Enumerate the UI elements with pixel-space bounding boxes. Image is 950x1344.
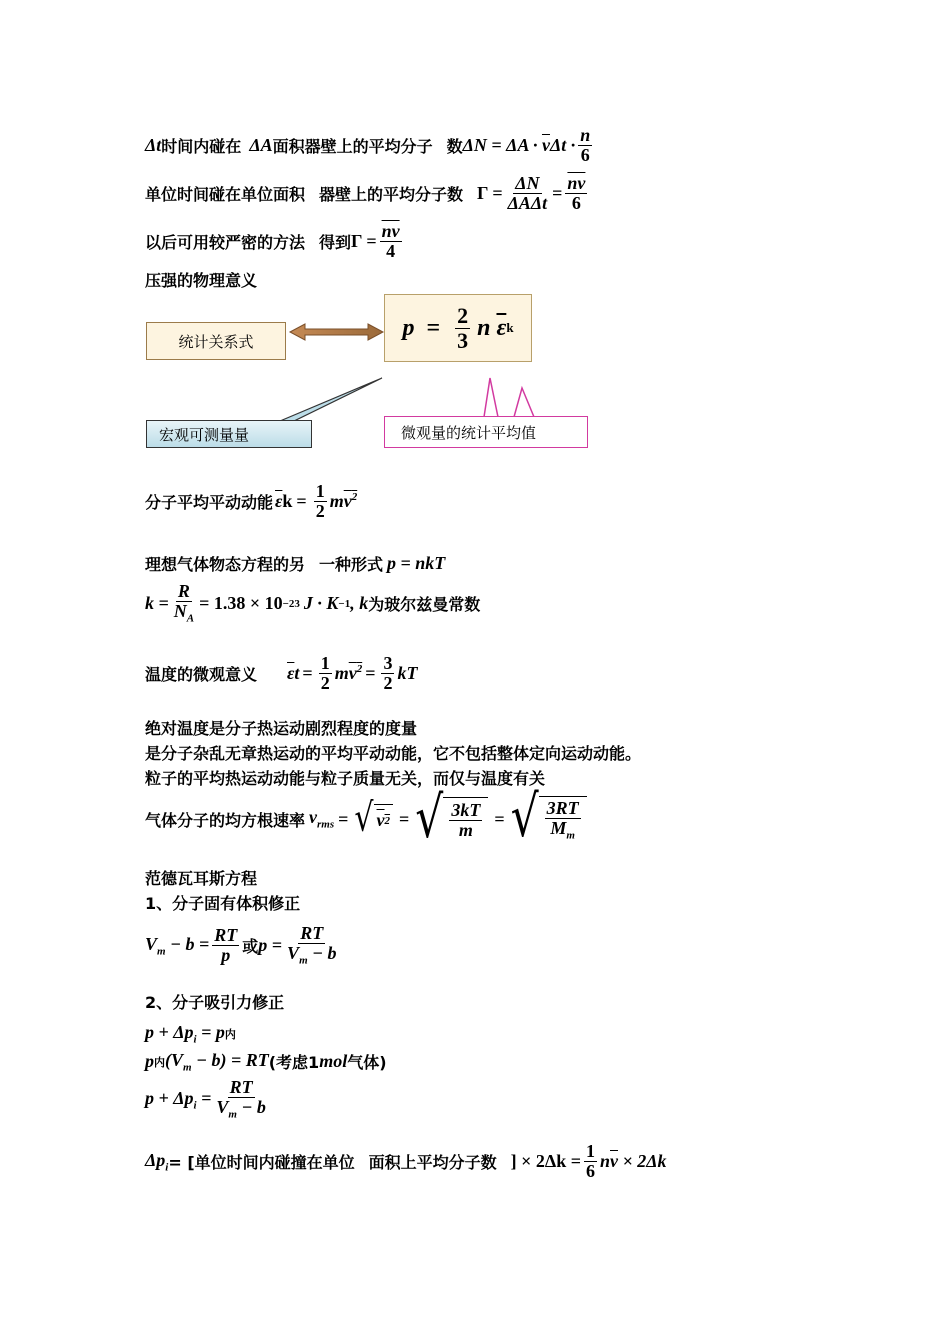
paragraph-3: 粒子的平均热运动动能与粒子质量无关，而仅与温度有关 xyxy=(145,769,546,788)
micro-callout-pointer xyxy=(484,378,534,417)
rms-speed-line: 气体分子的均方根速率 $v_{rms}$ = √ v 2 = √ $\frac{3kT}{m}$ = √ $\frac{3RT}{M_m}$ xyxy=(145,796,589,842)
vdw-step-1: 1、分子固有体积修正 xyxy=(145,894,301,913)
fraction: $\frac{n}{6}$ xyxy=(580,125,591,165)
attraction-eq-3: $p + \Delta p_i$ = $\frac{RT}{V_m - b}$ xyxy=(145,1077,266,1121)
avg-molecules-line: Δt 时间内碰在 ΔA 面积器壁上的平均分子 数 $\Delta N = \Delta A \cdot \overline{v}\Delta t$ · $\frac{n}{6}$ xyxy=(145,125,591,165)
temperature-line: 温度的微观意义 $\overline{\varepsilon}$ t = $\frac{1}{2}$ $mv^2$ = $\frac{3}{2}$ kT xyxy=(145,653,418,693)
macro-callout-pointer xyxy=(280,378,382,421)
fraction: $\frac{\overline{nv}}{6}$ xyxy=(567,173,586,213)
pressure-correction-eq: $\Delta p_i$ = [单位时间内碰撞在单位 面积上平均分子数 ] × 2Δk = $\frac{1}{6}$ $n\overline{v} \times 2\Delta k$ xyxy=(145,1141,667,1181)
boltzmann-line: k = $\frac{R}{N_A}$ = 1.38 × 10 −23 J · K −1 , k 为玻尔兹曼常数 xyxy=(145,581,481,625)
unit-area-line: 单位时间碰在单位面积 器壁上的平均分子数 Γ = $\frac{\Delta N}{\text{ΔAΔt}}$ = $\frac{\overline{nv}}{6}$ xyxy=(145,173,586,213)
fraction: $\frac{\Delta N}{\text{ΔAΔt}}$ xyxy=(507,173,548,213)
micro-average-box: 微观量的统计平均值 xyxy=(384,416,588,448)
vdw-step-2: 2、分子吸引力修正 xyxy=(145,993,285,1012)
attraction-eq-2: p 内 $(V_m - b)$ = RT (考虑1 mol 气体) xyxy=(145,1050,387,1074)
fraction: $\frac{\overline{nv}}{4}$ xyxy=(381,221,400,261)
paragraph-2: 是分子杂乱无章热运动的平均平动动能，它不包括整体定向运动动能。 xyxy=(145,744,642,763)
volume-correction-eq: $V_m - b$ = $\frac{RT}{p}$ 或 p = $\frac{RT}{V_m - b}$ xyxy=(145,923,337,967)
section-heading: 压强的物理意义 xyxy=(145,271,258,290)
ideal-gas-line: 理想气体物态方程的另 一种形式 p = nkT xyxy=(145,553,446,574)
stat-relation-box: 统计关系式 xyxy=(146,322,286,360)
attraction-eq-1: $p + \Delta p_i = p$ 内 xyxy=(145,1022,236,1046)
double-arrow xyxy=(290,324,383,340)
paragraph-1: 绝对温度是分子热运动剧烈程度的度量 xyxy=(145,719,418,738)
diagram-connectors xyxy=(0,0,950,460)
kinetic-energy-line: 分子平均平动动能 $\overline{\varepsilon}$ k = $\frac{1}{2}$ $mv^2$ xyxy=(145,481,358,521)
macro-measurable-box: 宏观可测量量 xyxy=(146,420,312,448)
vdw-title: 范德瓦耳斯方程 xyxy=(145,869,258,888)
pressure-formula-box: p = $\frac{2}{3}$ n $\overline{\varepsilon}$ k xyxy=(384,294,532,362)
rigorous-line: 以后可用较严密的方法 得到 Γ = $\frac{\overline{nv}}{4}$ xyxy=(145,221,400,261)
